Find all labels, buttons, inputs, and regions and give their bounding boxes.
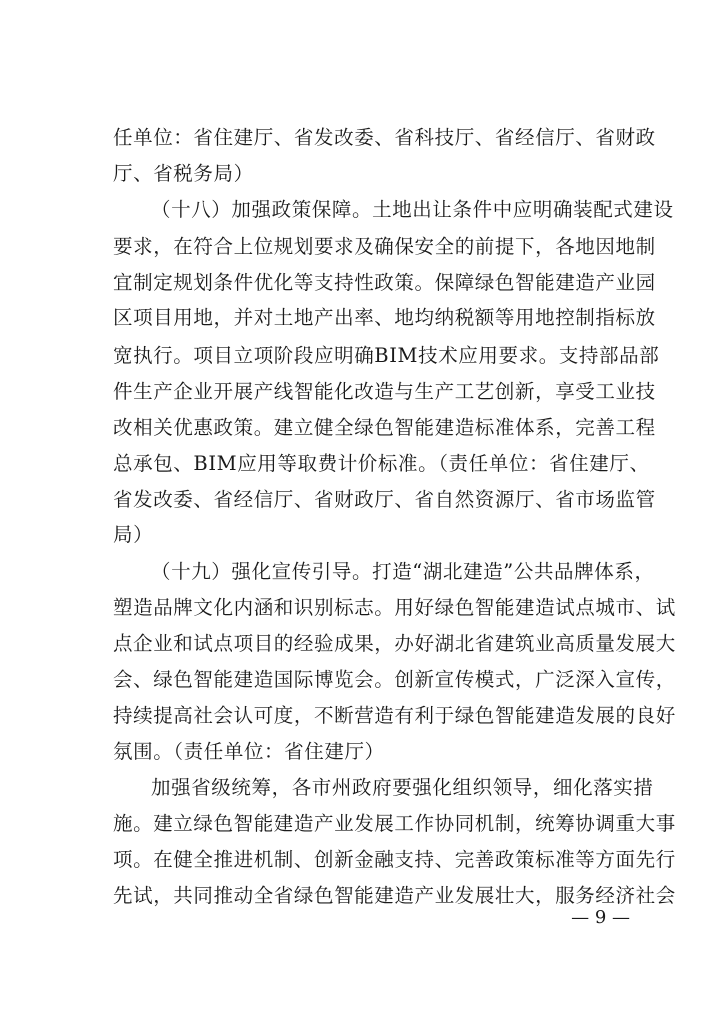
paragraph-18-first-line: （十八）加强政策保障。土地出让条件中应明确装配式建设 (151, 198, 674, 221)
text-line: 改相关优惠政策。建立健全绿色智能建造标准体系，完善工程 (113, 416, 656, 439)
text-line: 要求，在符合上位规划要求及确保安全的前提下，各地因地制 (113, 235, 656, 258)
text-line: 会、绿色智能建造国际博览会。创新宣传模式，广泛深入宣传， (113, 668, 676, 691)
text-line: 宽执行。项目立项阶段应明确BIM技术应用要求。支持部品部 (113, 344, 660, 367)
text-line: 施。建立绿色智能建造产业发展工作协同机制，统筹协调重大事 (113, 812, 676, 835)
text-line: 厅、省税务局） (113, 162, 254, 185)
page-number: — 9 — (571, 907, 630, 928)
text-line: 宜制定规划条件优化等支持性政策。保障绿色智能建造产业园 (113, 271, 656, 294)
text-line: 件生产企业开展产线智能化改造与生产工艺创新，享受工业技 (113, 380, 656, 403)
text-line: 先试，共同推动全省绿色智能建造产业发展壮大，服务经济社会 (113, 884, 676, 907)
text-line: 项。在健全推进机制、创新金融支持、完善政策标准等方面先行 (113, 848, 676, 871)
text-line: 氛围。（责任单位：省住建厅） (113, 740, 385, 763)
paragraph-19-first-line: （十九）强化宣传引导。打造“湖北建造”公共品牌体系， (151, 560, 655, 583)
text-line: 局） (113, 523, 154, 546)
text-line: 点企业和试点项目的经验成果，办好湖北省建筑业高质量发展大 (113, 632, 676, 655)
closing-paragraph-first-line: 加强省级统筹，各市州政府要强化组织领导，细化落实措 (151, 776, 654, 799)
text-line: 塑造品牌文化内涵和识别标志。用好绿色智能建造试点城市、试 (113, 596, 676, 619)
text-line: 总承包、BIM应用等取费计价标准。（责任单位：省住建厅、 (113, 452, 650, 475)
text-line: 任单位：省住建厅、省发改委、省科技厅、省经信厅、省财政 (113, 126, 656, 149)
text-line: 持续提高社会认可度，不断营造有利于绿色智能建造发展的良好 (113, 704, 676, 727)
text-line: 区项目用地，并对土地产出率、地均纳税额等用地控制指标放 (113, 306, 656, 329)
text-line: 省发改委、省经信厅、省财政厅、省自然资源厅、省市场监管 (113, 488, 656, 511)
